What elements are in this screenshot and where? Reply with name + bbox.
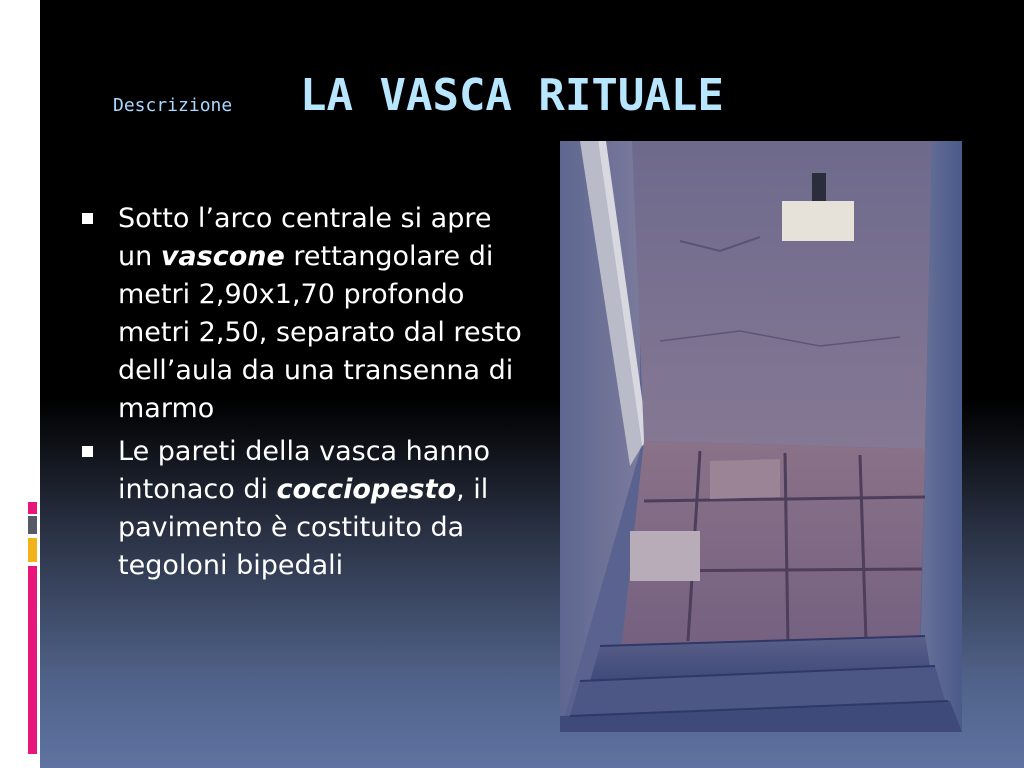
bullet-item-2: [80, 433, 525, 585]
bullet-text-2-emphasis: cocciopesto: [276, 474, 457, 505]
accent-bar-magenta-long: [28, 566, 37, 754]
square-bullet-icon: [82, 213, 93, 224]
bullet-text-1-start: Sotto l’arco centrale si apre un: [118, 203, 492, 272]
bullet-text-1-emphasis: vascone: [160, 241, 285, 272]
bullet-item-1: [80, 200, 525, 428]
accent-bar-gray: [28, 516, 37, 534]
bullet-text-2-end: , il pavimento è costituito da tegoloni bipedali: [118, 474, 489, 581]
bullet-list: [80, 200, 525, 585]
square-bullet-icon: [82, 446, 93, 457]
ritual-basin-photo: [560, 141, 962, 732]
accent-bar-orange: [28, 538, 37, 562]
slide-subtitle: Descrizione: [113, 95, 233, 116]
bullet-list-area: [80, 200, 525, 590]
slide-title: LA VASCA RITUALE: [300, 70, 724, 121]
bullet-text-2-start: Le pareti della vasca hanno intonaco di: [118, 436, 491, 505]
basin-photo-illustration: [560, 141, 962, 732]
bullet-text-1-end: rettangolare di metri 2,90x1,70 profondo metri 2,50, separato dal resto dell’aula da una transenna di marmo: [118, 241, 522, 424]
accent-bar-magenta-small: [28, 502, 37, 514]
